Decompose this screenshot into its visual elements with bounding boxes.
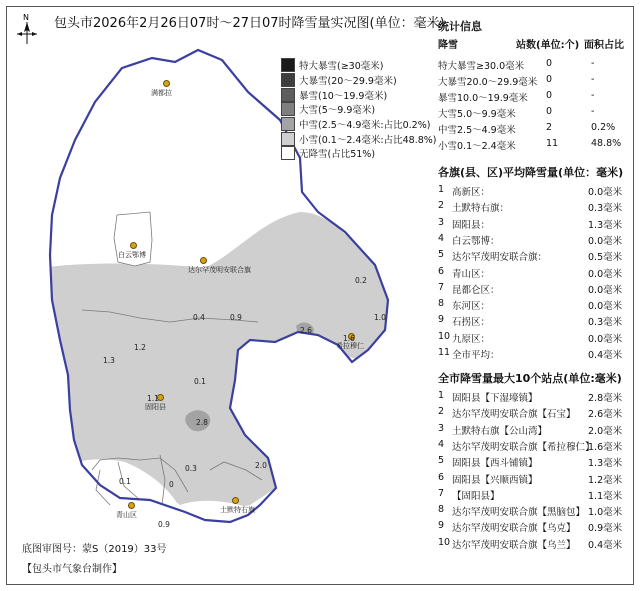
stats-title: 统计信息 xyxy=(438,20,482,33)
district_avg-no: 1 xyxy=(438,184,445,195)
producer-credit: 【包头市气象台制作】 xyxy=(22,564,122,575)
top10-no: 6 xyxy=(438,471,445,483)
district_avg-no: 2 xyxy=(438,200,445,212)
stats-type: 小雪0.1～2.4毫米 xyxy=(438,141,516,152)
legend-label: 大暴雪(20～29.9毫米) xyxy=(299,76,397,88)
stats-ratio: - xyxy=(591,74,595,85)
district_avg-value: 0.0毫米 xyxy=(588,235,623,247)
top10-value: 2.0毫米 xyxy=(588,425,623,437)
district_avg-row xyxy=(438,184,628,198)
stats-row xyxy=(438,106,628,120)
district_avg-row xyxy=(438,233,628,247)
stats-count: 0 xyxy=(546,106,553,117)
district_avg-no: 7 xyxy=(438,281,445,293)
legend-item xyxy=(281,117,431,132)
stats-ratio: 48.8% xyxy=(591,138,622,149)
legend-label: 小雪(0.1～2.4毫米:占比48.8%) xyxy=(299,134,437,146)
station-value: 0.3 xyxy=(185,464,197,473)
top10-no: 9 xyxy=(438,520,445,532)
legend-swatch xyxy=(281,146,295,160)
station-value: 1.2 xyxy=(134,343,146,352)
legend xyxy=(281,58,437,161)
station-value: 2.8 xyxy=(196,418,208,427)
town-marker-icon xyxy=(128,502,135,509)
district_avg-name: 石拐区： xyxy=(452,317,491,329)
district_avg-row xyxy=(438,249,628,263)
town-marker-icon xyxy=(232,497,239,504)
top10-value: 1.0毫米 xyxy=(588,507,623,519)
district_avg-no: 5 xyxy=(438,249,445,261)
top10-value: 1.2毫米 xyxy=(588,474,623,486)
stats-count: 0 xyxy=(546,58,553,69)
stats-header-ratio: 面积占比 xyxy=(584,40,624,51)
top10-name: 固阳县【兴顺西镇】 xyxy=(452,474,538,486)
stats-ratio: - xyxy=(591,106,595,117)
top10-name: 固阳县【下湿壕镇】 xyxy=(452,393,538,404)
top10-row xyxy=(438,390,628,404)
station-value: 0.9 xyxy=(230,313,242,322)
stats-ratio: - xyxy=(591,58,595,69)
station-value: 0.4 xyxy=(193,313,205,322)
district_avg-name: 达尔罕茂明安联合旗： xyxy=(452,252,548,264)
top10-row xyxy=(438,520,628,534)
stats-count: 2 xyxy=(546,122,553,133)
district_avg-row xyxy=(438,200,628,214)
top10-no: 8 xyxy=(438,504,445,516)
place-label: 满都拉 xyxy=(151,89,172,97)
top10-value: 1.6毫米 xyxy=(588,441,623,453)
district_avg-value: 0.0毫米 xyxy=(588,284,623,296)
district_avg-name: 高新区： xyxy=(452,187,491,198)
top10-value: 1.3毫米 xyxy=(588,458,623,470)
district_avg-value: 0.0毫米 xyxy=(588,301,623,313)
district_avg-name: 九原区： xyxy=(452,333,491,345)
top10-no: 5 xyxy=(438,455,445,467)
top10-value: 1.1毫米 xyxy=(588,490,623,502)
place-label: 土默特右旗 xyxy=(220,506,255,514)
district_avg-no: 6 xyxy=(438,265,445,277)
legend-item xyxy=(281,87,421,102)
district_avg-value: 0.0毫米 xyxy=(588,268,623,280)
district_avg-value: 0.4毫米 xyxy=(588,350,623,361)
place-label: 达尔罕茂明安联合旗 xyxy=(188,266,251,274)
district_avg-name: 全市平均： xyxy=(452,350,500,361)
top10-no: 3 xyxy=(438,422,445,434)
stats-row xyxy=(438,90,628,104)
top10-name: 达尔罕茂明安联合旗【希拉穆仁】 xyxy=(452,441,595,453)
top10-name: 固阳县【西斗铺镇】 xyxy=(452,458,538,470)
district_avg-name: 白云鄂博： xyxy=(452,235,500,247)
station-value: 1.1 xyxy=(147,394,159,403)
stats-type: 大雪5.0～9.9毫米 xyxy=(438,109,516,120)
top10-row xyxy=(438,439,628,453)
stats-row xyxy=(438,58,628,72)
stats-type: 中雪2.5～4.9毫米 xyxy=(438,125,516,136)
top10-value: 0.4毫米 xyxy=(588,539,623,551)
district_avg-row xyxy=(438,331,628,345)
district_avg-no: 4 xyxy=(438,232,445,244)
legend-item xyxy=(281,58,421,73)
top10-row xyxy=(438,472,628,486)
top10-value: 2.6毫米 xyxy=(588,409,623,421)
top10-row xyxy=(438,537,628,551)
legend-item xyxy=(281,131,437,146)
legend-swatch xyxy=(281,88,295,102)
stats-row xyxy=(438,74,628,88)
district_avg-row xyxy=(438,217,628,231)
top10-value: 0.9毫米 xyxy=(588,523,623,535)
stats-count: 0 xyxy=(546,74,553,85)
place-label: 希拉穆仁 xyxy=(336,342,364,350)
legend-item xyxy=(281,73,421,88)
top10-name: 达尔罕茂明安联合旗【石宝】 xyxy=(452,409,576,421)
town-marker-icon xyxy=(200,257,207,264)
stats-row xyxy=(438,138,628,152)
map-number-credit: 底图审图号：蒙S（2019）33号 xyxy=(22,544,167,555)
district_avg-value: 0.0毫米 xyxy=(588,333,623,345)
stats-row xyxy=(438,122,628,136)
station-value: 0.1 xyxy=(194,377,206,386)
district_avg-value: 0.3毫米 xyxy=(588,203,623,215)
stats-type: 特大暴雪≥30.0毫米 xyxy=(438,61,525,72)
legend-swatch xyxy=(281,58,295,72)
station-value: 0.1 xyxy=(119,477,131,486)
district_avg-value: 1.3毫米 xyxy=(588,219,623,231)
district_avg-name: 东河区： xyxy=(452,301,491,313)
place-label: 白云鄂博 xyxy=(118,251,146,259)
station-value: 1.0 xyxy=(374,313,386,322)
top10-title: 全市降雪量最大10个站点(单位:毫米) xyxy=(438,372,622,385)
legend-item xyxy=(281,146,421,161)
legend-label: 暴雪(10～19.9毫米) xyxy=(299,90,388,102)
top10-row xyxy=(438,504,628,518)
district_avg-no: 8 xyxy=(438,298,445,310)
top10-row xyxy=(438,406,628,420)
district_avg-name: 青山区： xyxy=(452,268,491,280)
map-title: 包头市2026年2月26日07时～27日07时降雪量实况图(单位：毫米) xyxy=(54,16,445,31)
legend-swatch xyxy=(281,117,295,131)
station-value: 0 xyxy=(169,480,174,489)
stats-header-type: 降雪 xyxy=(438,40,458,51)
stats-type: 暴雪10.0～19.9毫米 xyxy=(438,93,528,104)
district_avg-no: 9 xyxy=(438,314,445,326)
district_avg-no: 10 xyxy=(438,330,451,342)
district_avg-row xyxy=(438,298,628,312)
north-label: N xyxy=(23,13,29,22)
district_avg-row xyxy=(438,266,628,280)
legend-swatch xyxy=(281,73,295,87)
legend-label: 特大暴雪(≥30毫米) xyxy=(299,61,384,73)
top10-value: 2.8毫米 xyxy=(588,393,623,404)
district_avg-name: 固阳县： xyxy=(452,219,491,231)
stats-count: 0 xyxy=(546,90,553,101)
top10-no: 4 xyxy=(438,438,445,450)
district_avg-row xyxy=(438,314,628,328)
town-marker-icon xyxy=(163,80,170,87)
district_avg-row xyxy=(438,347,628,361)
stats-header-count: 站数(单位:个) xyxy=(516,40,580,51)
top10-row xyxy=(438,423,628,437)
legend-label: 大雪(5～9.9毫米) xyxy=(299,105,376,117)
stats-ratio: - xyxy=(591,90,595,101)
top10-name: 土默特右旗【公山湾】 xyxy=(452,425,548,437)
legend-label: 无降雪(占比51%) xyxy=(299,149,376,161)
top10-name: 达尔罕茂明安联合旗【黑脑包】 xyxy=(452,507,586,519)
district_avg-value: 0.5毫米 xyxy=(588,252,623,264)
station-value: 2.6 xyxy=(300,326,312,335)
station-value: 0.9 xyxy=(158,520,170,529)
stats-type: 大暴雪20.0～29.9毫米 xyxy=(438,77,538,88)
district_avg-value: 0.0毫米 xyxy=(588,187,623,198)
top10-no: 2 xyxy=(438,406,445,418)
legend-swatch xyxy=(281,102,295,116)
district-avg-title: 各旗(县、区)平均降雪量(单位：毫米) xyxy=(438,166,624,179)
district_avg-value: 0.3毫米 xyxy=(588,317,623,329)
station-value: 0.2 xyxy=(355,276,367,285)
district_avg-no: 11 xyxy=(438,347,451,358)
top10-name: 达尔罕茂明安联合旗【乌兰】 xyxy=(452,539,576,551)
place-label: 固阳县 xyxy=(145,403,166,411)
district_avg-name: 土默特右旗： xyxy=(452,203,510,215)
district_avg-row xyxy=(438,282,628,296)
stats-ratio: 0.2% xyxy=(591,122,616,133)
top10-no: 7 xyxy=(438,487,445,499)
top10-no: 1 xyxy=(438,390,445,401)
legend-item xyxy=(281,102,421,117)
top10-row xyxy=(438,455,628,469)
town-marker-icon xyxy=(130,242,137,249)
station-value: 1.3 xyxy=(103,356,115,365)
station-value: 1.6 xyxy=(343,334,355,343)
district_avg-no: 3 xyxy=(438,216,445,228)
top10-name: 【固阳县】 xyxy=(452,490,500,502)
top10-name: 达尔罕茂明安联合旗【乌克】 xyxy=(452,523,576,535)
district_avg-name: 昆都仑区： xyxy=(452,284,500,296)
stats-count: 11 xyxy=(546,138,559,149)
top10-no: 10 xyxy=(438,536,451,548)
station-value: 2.0 xyxy=(255,461,267,470)
legend-label: 中雪(2.5～4.9毫米:占比0.2%) xyxy=(299,120,431,132)
place-label: 青山区 xyxy=(116,511,137,519)
top10-row xyxy=(438,488,628,502)
legend-swatch xyxy=(281,132,295,146)
